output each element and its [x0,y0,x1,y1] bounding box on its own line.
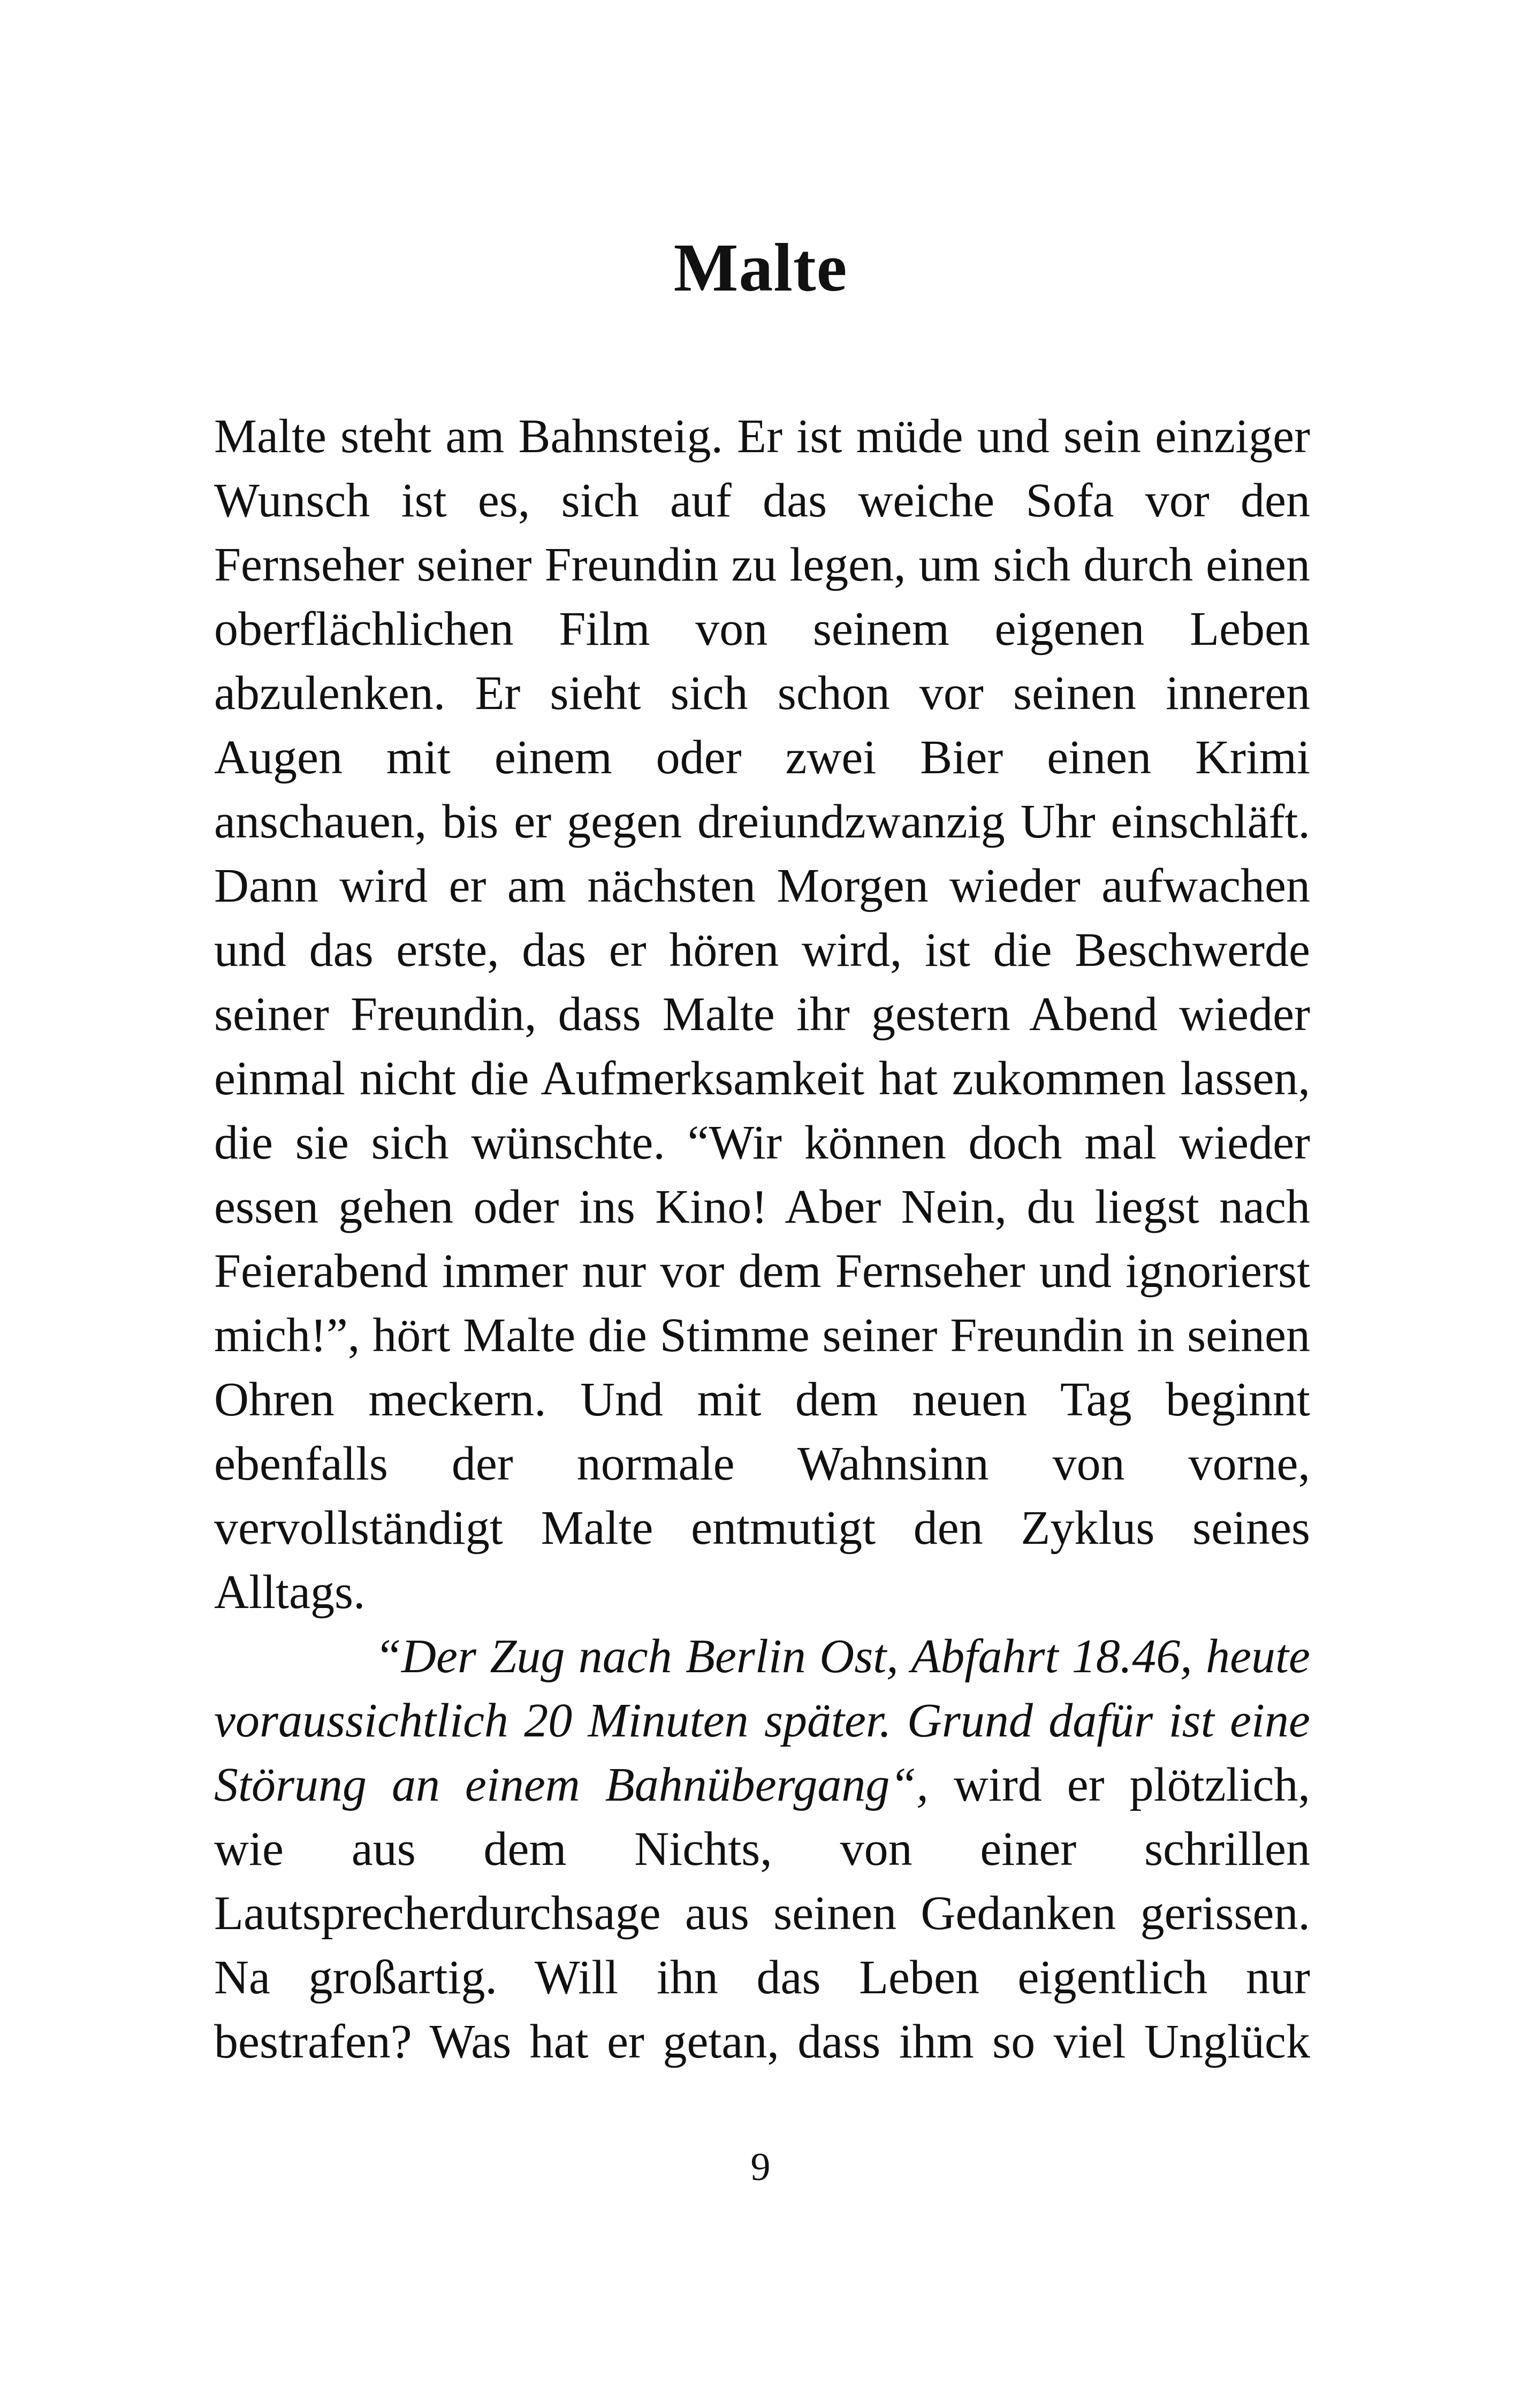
text-line: Feierabend immer nur vor dem Fernseher und ignorierst [214,1245,1310,1298]
narration-continuation: wird er plötzlich, [928,1758,1310,1811]
text-line: essen gehen oder ins Kino! Aber Nein, du liegst nach [214,1180,1310,1233]
text-line: Augen mit einem oder zwei Bier einen Krimi [214,731,1310,784]
text-line: vervollständigt Malte entmutigt den Zyklus seines [214,1502,1310,1554]
text-line: wie aus dem Nichts, von einer schrillen [214,1823,1310,1876]
text-line: einmal nicht die Aufmerksamkeit hat zukommen lassen, [214,1052,1310,1105]
text-line: Fernseher seiner Freundin zu legen, um sich durch einen [214,538,1310,591]
page-number: 9 [750,2145,771,2189]
text-line: ebenfalls der normale Wahnsinn von vorne, [214,1437,1310,1490]
text-line: Alltags. [214,1566,366,1619]
text-line: oberflächlichen Film von seinem eigenen Leben [214,603,1310,656]
text-line: Wunsch ist es, sich auf das weiche Sofa vor den [214,474,1310,527]
text-line: Ohren meckern. Und mit dem neuen Tag beginnt [214,1373,1310,1426]
text-line: anschauen, bis er gegen dreiundzwanzig Uhr einschläft. [214,795,1310,848]
text-line: Lautsprecherdurchsage aus seinen Gedanken gerissen. [214,1887,1310,1940]
text-line: Na großartig. Will ihn das Leben eigentlich nur [214,1951,1310,2004]
announcement-line: “Der Zug nach Berlin Ost, Abfahrt 18.46, heute [375,1630,1310,1683]
announcement-line: voraussichtlich 20 Minuten später. Grund dafür ist eine [214,1694,1310,1747]
text-line: abzulenken. Er sieht sich schon vor seinen inneren [214,667,1310,720]
text-line: Dann wird er am nächsten Morgen wieder aufwachen [214,859,1310,912]
text-line: und das erste, das er hören wird, ist die Beschwerde [214,924,1310,977]
chapter-title: Malte [673,230,848,306]
text-line: mich!”, hört Malte die Stimme seiner Freundin in seinen [214,1309,1310,1362]
text-line: Malte steht am Bahnsteig. Er ist müde und sein einziger [214,410,1310,463]
text-line: seiner Freundin, dass Malte ihr gestern Abend wieder [214,988,1310,1041]
announcement-line-mixed [214,1753,1310,1817]
body-text [214,405,1310,2074]
announcement-end: Störung an einem Bahnübergang“, [214,1758,929,1811]
text-line: die sie sich wünschte. “Wir können doch mal wieder [214,1116,1310,1169]
text-line: bestrafen? Was hat er getan, dass ihm so viel Unglück [214,2015,1310,2068]
